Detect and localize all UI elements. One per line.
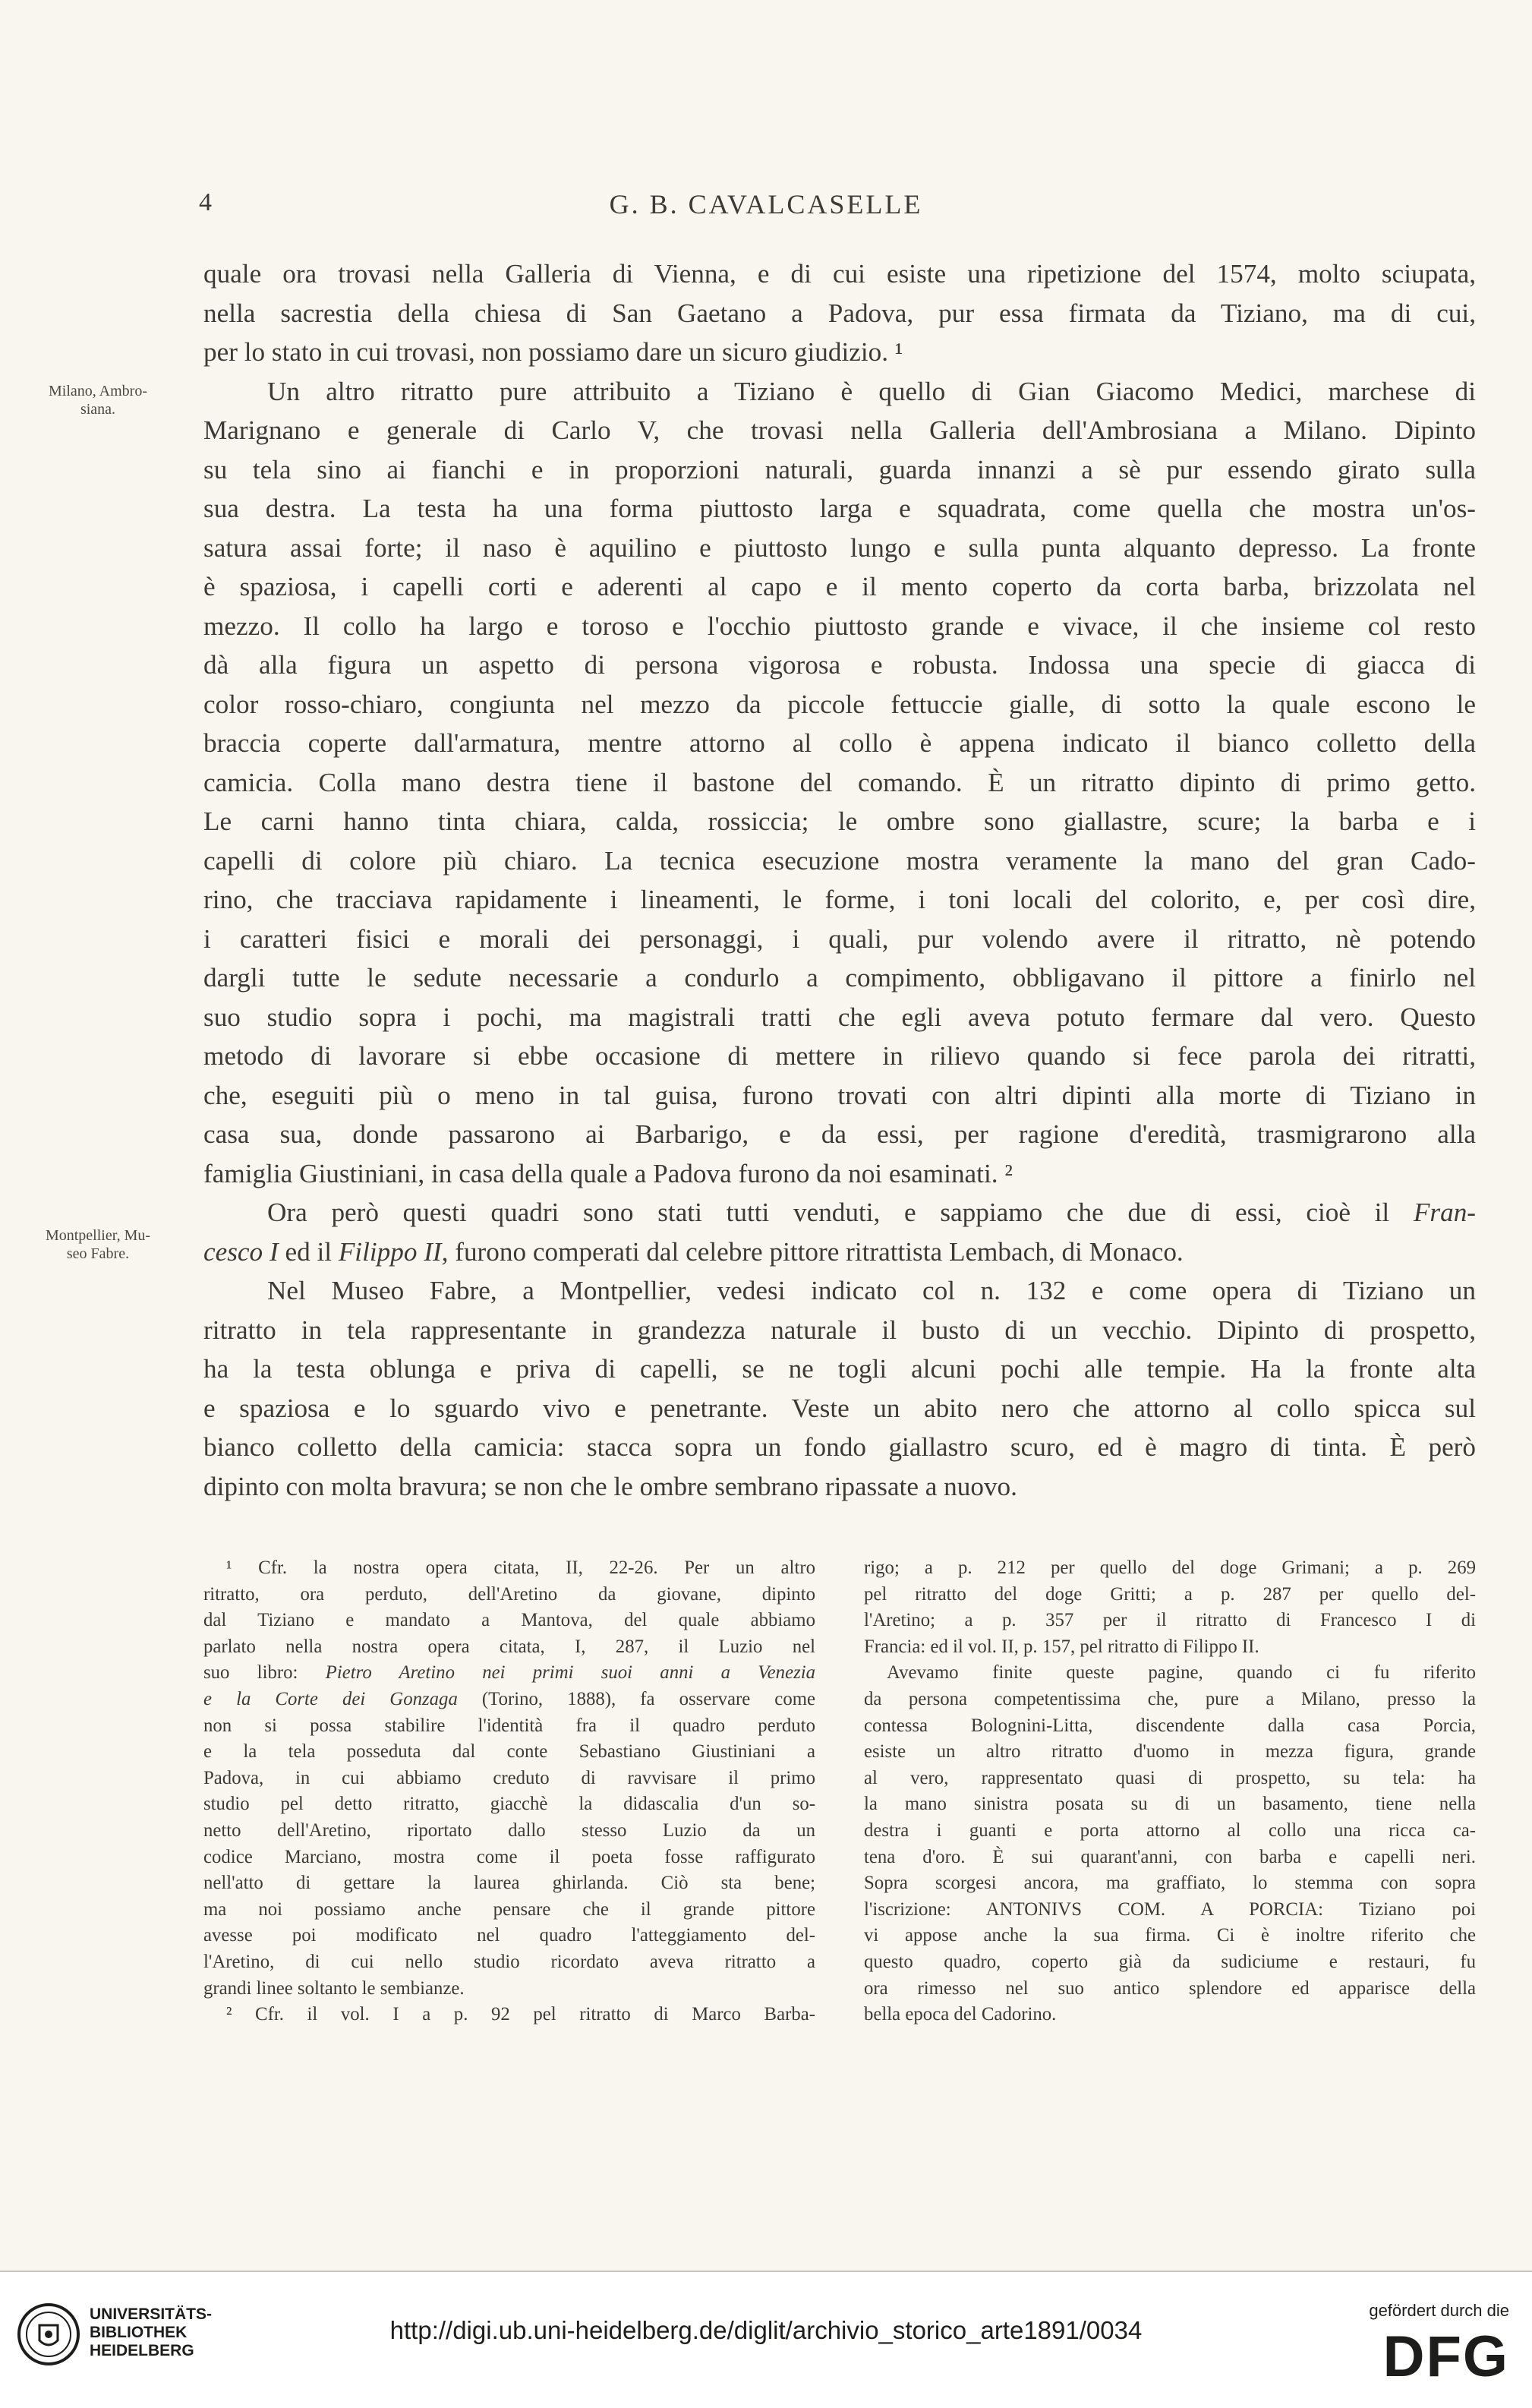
footnote-line: avesse poi modificato nel quadro l'atteggiamento del- <box>203 1925 815 1946</box>
body-line: quale ora trovasi nella Galleria di Vienna, e di cui esiste una ripetizione del 1574, molto sciupata, <box>203 259 1476 289</box>
footnote-line: dal Tiziano e mandato a Mantova, del quale abbiamo <box>203 1610 815 1631</box>
footnote-line: Francia: ed il vol. II, p. 157, pel ritratto di Filippo II. <box>864 1636 1259 1657</box>
footnote-line: tena d'oro. È sui quarant'anni, con barba e capelli neri. <box>864 1846 1476 1867</box>
footnote-segment: (Torino, 1888), fa osservare come <box>481 1688 816 1709</box>
body-line: per lo stato in cui trovasi, non possiamo dare un sicuro giudizio. ¹ <box>203 337 903 367</box>
footnote-line: Sopra scorgesi ancora, ma graffiato, lo stemma con sopra <box>864 1873 1476 1894</box>
footnote-line: parlato nella nostra opera citata, I, 287, il Luzio nel <box>203 1636 815 1657</box>
footer-divider <box>0 2271 1532 2272</box>
margin-note-montpellier-text: Montpellier, Mu- seo Fabre. <box>45 1227 151 1262</box>
source-url-link[interactable]: http://digi.ub.uni-heidelberg.de/diglit/archivio_storico_arte1891/0034 <box>389 2316 1143 2344</box>
page-header <box>0 188 1532 219</box>
italic-title: Pietro Aretino nei primi suoi anni a Venezia <box>325 1662 816 1684</box>
footnote-line: ² Cfr. il vol. I a p. 92 pel ritratto di Marco Barba- <box>226 2004 815 2025</box>
footnote-line: studio pel detto ritratto, giacchè la didascalia d'un so- <box>203 1794 815 1815</box>
footnote-line-mixed <box>203 1660 815 1687</box>
body-line: satura assai forte; il naso è aquilino e piuttosto lungo e sulla punta alquanto depresso. La fronte <box>203 532 1476 563</box>
body-segment: furono comperati dal celebre pittore ritrattista Lembach, di Monaco. <box>455 1236 1184 1267</box>
footnote-line: destra i guanti e porta attorno al collo una ricca ca- <box>864 1819 1476 1841</box>
body-line: mezzo. Il collo ha largo e toroso e l'occhio piuttosto grande e vivace, il che insieme col resto <box>203 611 1476 641</box>
footnote-line: ma noi possiamo anche pensare che il grande pittore <box>203 1898 815 1920</box>
footnote-segment: suo libro: <box>203 1662 298 1684</box>
margin-note-milano-text: Milano, Ambro- siana. <box>49 383 147 418</box>
footnote-line: ¹ Cfr. la nostra opera citata, II, 22-26. Per un altro <box>226 1557 815 1578</box>
footnote-line: codice Marciano, mostra come il poeta fosse raffigurato <box>203 1846 815 1867</box>
body-line: ritratto in tela rappresentante in grandezza naturale il busto di un vecchio. Dipinto di prospetto, <box>203 1314 1476 1345</box>
footnote-line: Padova, in cui abbiamo creduto di ravvisare il primo <box>203 1767 815 1788</box>
footnote-line: grandi linee soltanto le sembianze. <box>203 1977 465 1999</box>
footnote-line: rigo; a p. 212 per quello del doge Grimani; a p. 269 <box>864 1557 1476 1578</box>
footnote-line: contessa Bolognini-Litta, discendente dalla casa Porcia, <box>864 1715 1476 1736</box>
body-line: su tela sino ai fianchi e in proporzioni naturali, guarda innanzi a sè pur essendo girato sulla <box>203 454 1476 484</box>
body-line: è spaziosa, i capelli corti e aderenti al capo e il mento coperto da corta barba, brizzolata nel <box>203 572 1476 601</box>
footnote-line: Avevamo finite queste pagine, quando ci fu riferito <box>887 1662 1476 1684</box>
footnote-line: non si possa stabilire l'identità fra il quadro perduto <box>203 1715 815 1736</box>
body-line: metodo di lavorare si ebbe occasione di mettere in rilievo quando si fece parola dei ritratti, <box>203 1041 1476 1071</box>
body-line: bianco colletto della camicia: stacca sopra un fondo giallastro scuro, ed è magro di tinta. È però <box>203 1432 1476 1462</box>
margin-note-montpellier <box>8 1226 188 1263</box>
footnote-line: al vero, rappresentato quasi di prospetto, su tela: ha <box>864 1767 1476 1788</box>
body-line: capelli di colore più chiaro. La tecnica esecuzione mostra veramente la mano del gran Cado- <box>203 845 1476 876</box>
body-segment: Ora però questi quadri sono stati tutti venduti, e sappiamo che due di essi, cioè il <box>267 1198 1390 1227</box>
body-line: braccia coperte dall'armatura, mentre attorno al collo è appena indicato il bianco colletto della <box>203 728 1476 758</box>
footnote-line: ora rimesso nel suo antico splendore ed apparisce della <box>864 1977 1476 1999</box>
body-line: camicia. Colla mano destra tiene il bastone del comando. È un ritratto dipinto di primo getto. <box>203 767 1476 797</box>
body-line: e spaziosa e lo sguardo vivo e penetrante. Veste un abito nero che attorno al collo spicca sul <box>203 1393 1476 1423</box>
footnote-line: ritratto, ora perduto, dell'Aretino da giovane, dipinto <box>203 1583 815 1605</box>
footnote-line: da persona competentissima che, pure a Milano, presso la <box>864 1688 1476 1709</box>
footnote-line: l'Aretino; a p. 357 per il ritratto di Francesco I di <box>864 1610 1476 1631</box>
page-number: 4 <box>199 188 212 216</box>
body-line: dipinto con molta bravura; se non che le ombre sembrano ripassate a nuovo. <box>203 1471 1017 1501</box>
library-name-line: UNIVERSITÄTS- <box>90 2305 213 2323</box>
footnote-line: questo quadro, coperto già da sudiciume e restauri, fu <box>864 1951 1476 1972</box>
body-line-mixed <box>203 1232 1476 1272</box>
body-line: Le carni hanno tinta chiara, calda, rossiccia; le ombre sono giallastre, scure; la barba e i <box>203 806 1476 836</box>
body-line: Un altro ritratto pure attribuito a Tiziano è quello di Gian Giacomo Medici, marchese di <box>267 376 1476 406</box>
body-line: sua destra. La testa ha una forma piuttosto larga e squadrata, come quella che mostra un'os- <box>203 494 1476 523</box>
footnote-line: netto dell'Aretino, riportato dallo stesso Luzio da un <box>203 1819 815 1841</box>
italic-title: Fran- <box>1413 1198 1477 1227</box>
library-name-line: BIBLIOTHEK <box>90 2324 188 2341</box>
body-line: famiglia Giustiniani, in casa della quale a Padova furono da noi esaminati. ² <box>203 1158 1013 1188</box>
footnote-column-right <box>864 1555 1476 2028</box>
body-line: color rosso-chiaro, congiunta nel mezzo da piccole fettuccie gialle, di sotto la quale escono le <box>203 689 1476 719</box>
footnote-column-left <box>203 1555 815 2028</box>
italic-title: Filippo II, <box>338 1236 449 1267</box>
main-text <box>203 254 1476 1506</box>
footnote-line: e la tela posseduta dal conte Sebastiano Giustiniani a <box>203 1741 815 1763</box>
footnote-line-mixed <box>203 1687 815 1713</box>
footnote-line: bella epoca del Cadorino. <box>864 2004 1057 2025</box>
body-line-mixed <box>203 1193 1476 1232</box>
body-line: rino, che tracciava rapidamente i lineamenti, le forme, i toni locali del colorito, e, per così dire, <box>203 885 1476 914</box>
footnote-line: vi appose anche la sua firma. Ci è inoltre riferito che <box>864 1925 1476 1946</box>
body-line: nella sacrestia della chiesa di San Gaetano a Padova, pur essa firmata da Tiziano, ma di cui, <box>203 298 1476 328</box>
body-line: suo studio sopra i pochi, ma magistrali tratti che egli aveva potuto fermare dal vero. Questo <box>203 1002 1476 1032</box>
footnote-line: la mano sinistra posata su di un basamento, tiene nella <box>864 1794 1476 1815</box>
body-line: che, eseguiti più o meno in tal guisa, furono trovati con altri dipinti alla morte di Tiziano in <box>203 1080 1476 1110</box>
dfg-logo: DFG <box>1382 2324 1509 2389</box>
margin-note-milano <box>8 382 188 418</box>
body-line: Marignano e generale di Carlo V, che trovasi nella Galleria dell'Ambrosiana a Milano. Dipinto <box>203 415 1476 445</box>
footnote-line: nell'atto di gettare la laurea ghirlanda. Ciò sta bene; <box>203 1873 815 1894</box>
footnote-line: esiste un altro ritratto d'uomo in mezza figura, grande <box>864 1741 1476 1763</box>
running-title: G. B. CAVALCASELLE <box>609 189 923 219</box>
body-line: casa sua, donde passarono ai Barbarigo, e da essi, per ragione d'eredità, trasmigrarono alla <box>203 1119 1476 1149</box>
footnote-line: pel ritratto del doge Gritti; a p. 287 per quello del- <box>864 1583 1476 1605</box>
body-segment: ed il <box>285 1236 333 1267</box>
funded-by-label: gefördert durch die <box>1369 2301 1509 2320</box>
italic-title: e la Corte dei Gonzaga <box>203 1688 458 1709</box>
body-line: dà alla figura un aspetto di persona vigorosa e robusta. Indossa una specie di giacca di <box>203 650 1476 680</box>
footnote-line: l'Aretino, di cui nello studio ricordato aveva ritratto a <box>203 1951 815 1972</box>
library-name-line: HEIDELBERG <box>90 2342 194 2359</box>
body-line: Nel Museo Fabre, a Montpellier, vedesi indicato col n. 132 e come opera di Tiziano un <box>267 1276 1476 1305</box>
body-line: dargli tutte le sedute necessarie a condurlo a compimento, obbligavano il pittore a finirlo nel <box>203 963 1476 993</box>
footnote-line: l'iscrizione: ANTONIVS COM. A PORCIA: Tiziano poi <box>864 1898 1476 1920</box>
body-line: ha la testa oblunga e priva di capelli, se ne togli alcuni pochi alle tempie. Ha la fronte alta <box>203 1354 1476 1384</box>
body-line: i caratteri fisici e morali dei personaggi, i quali, pur volendo avere il ritratto, nè potendo <box>203 923 1476 954</box>
italic-title: cesco I <box>203 1236 279 1267</box>
